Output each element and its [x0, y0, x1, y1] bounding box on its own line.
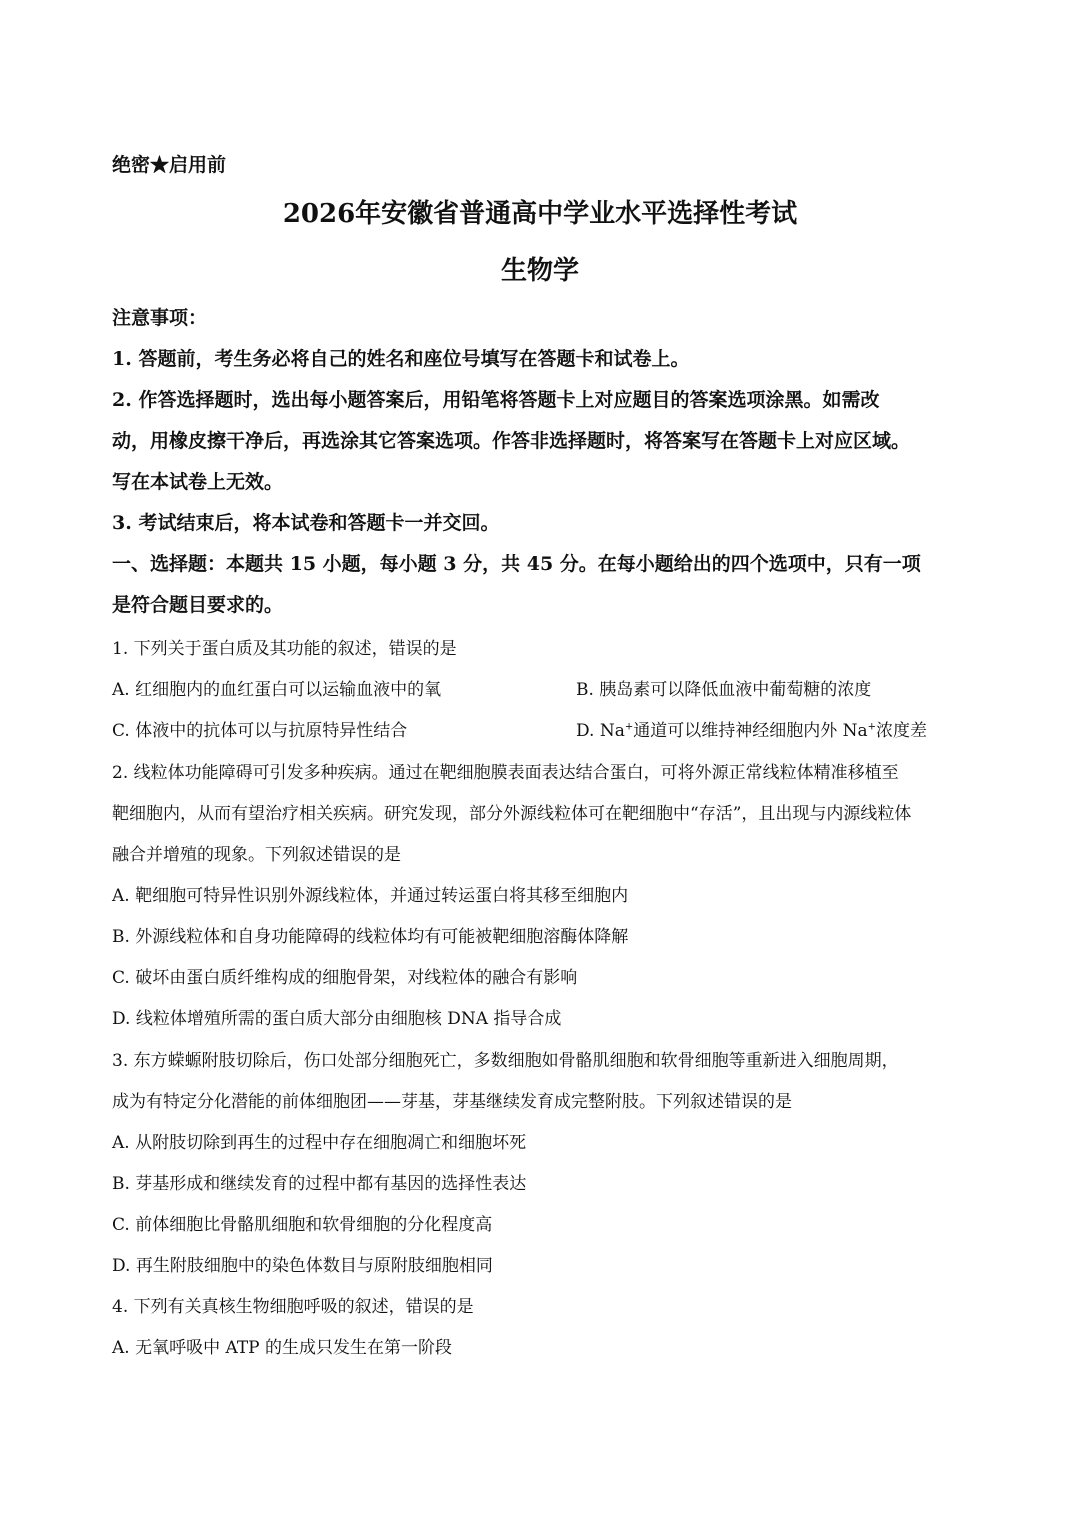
question-4-stem: 4. 下列有关真核生物细胞呼吸的叙述，错误的是 — [112, 1297, 474, 1317]
question-2-option-d: D. 线粒体增殖所需的蛋白质大部分由细胞核 DNA 指导合成 — [112, 1009, 562, 1029]
option-d-middle: 通道可以维持神经细胞内外 Na — [633, 721, 868, 741]
subject-title: 生物学 — [500, 256, 579, 286]
question-2-option-b: B. 外源线粒体和自身功能障碍的线粒体均有可能被靶细胞溶酶体降解 — [112, 927, 629, 947]
question-2-stem-line-1: 2. 线粒体功能障碍可引发多种疾病。通过在靶细胞膜表面表达结合蛋白，可将外源正常线粒体精准移植至 — [112, 763, 899, 783]
section-heading-line-1: 一、选择题：本题共 15 小题，每小题 3 分，共 45 分。在每小题给出的四个选项中，只有一项 — [112, 553, 921, 575]
superscript-plus: + — [867, 721, 877, 733]
question-3-option-b: B. 芽基形成和继续发育的过程中都有基因的选择性表达 — [112, 1174, 527, 1194]
question-2-option-a: A. 靶细胞可特异性识别外源线粒体，并通过转运蛋白将其移至细胞内 — [112, 886, 629, 906]
superscript-plus: + — [624, 721, 634, 733]
question-4-option-a: A. 无氧呼吸中 ATP 的生成只发生在第一阶段 — [112, 1338, 453, 1358]
notice-item-2-line-2: 动，用橡皮擦干净后，再选涂其它答案选项。作答非选择题时，将答案写在答题卡上对应区域。 — [112, 430, 911, 452]
notice-item-3: 3. 考试结束后，将本试卷和答题卡一并交回。 — [112, 512, 500, 534]
question-1-option-d — [576, 716, 927, 741]
question-1-option-a: A. 红细胞内的血红蛋白可以运输血液中的氧 — [112, 680, 442, 700]
question-3-option-d: D. 再生附肢细胞中的染色体数目与原附肢细胞相同 — [112, 1256, 493, 1276]
question-3-option-a: A. 从附肢切除到再生的过程中存在细胞凋亡和细胞坏死 — [112, 1133, 527, 1153]
question-2-stem-line-2: 靶细胞内，从而有望治疗相关疾病。研究发现，部分外源线粒体可在靶细胞中“存活”，且出现与内源线粒体 — [112, 804, 912, 824]
question-1-option-c: C. 体液中的抗体可以与抗原特异性结合 — [112, 721, 408, 741]
notice-heading: 注意事项： — [112, 307, 208, 329]
question-3-option-c: C. 前体细胞比骨骼肌细胞和软骨细胞的分化程度高 — [112, 1215, 493, 1235]
section-heading-line-2: 是符合题目要求的。 — [112, 594, 284, 616]
question-3-stem-line-2: 成为有特定分化潜能的前体细胞团——芽基，芽基继续发育成完整附肢。下列叙述错误的是 — [112, 1092, 792, 1112]
question-1-option-b: B. 胰岛素可以降低血液中葡萄糖的浓度 — [576, 680, 872, 700]
exam-title: 2026年安徽省普通高中学业水平选择性考试 — [282, 199, 798, 229]
question-2-option-c: C. 破坏由蛋白质纤维构成的细胞骨架，对线粒体的融合有影响 — [112, 968, 578, 988]
notice-item-2-line-3: 写在本试卷上无效。 — [112, 471, 284, 493]
question-3-stem-line-1: 3. 东方蝾螈附肢切除后，伤口处部分细胞死亡，多数细胞如骨骼肌细胞和软骨细胞等重新进入细胞周期， — [112, 1051, 899, 1071]
question-1-stem: 1. 下列关于蛋白质及其功能的叙述，错误的是 — [112, 639, 457, 659]
notice-item-1: 1. 答题前，考生务必将自己的姓名和座位号填写在答题卡和试卷上。 — [112, 348, 690, 370]
confidential-label: 绝密★启用前 — [112, 154, 227, 176]
notice-item-2-line-1: 2. 作答选择题时，选出每小题答案后，用铅笔将答题卡上对应题目的答案选项涂黑。如需改 — [112, 389, 880, 411]
question-2-stem-line-3: 融合并增殖的现象。下列叙述错误的是 — [112, 845, 401, 865]
option-d-prefix: D. Na — [576, 721, 625, 741]
option-d-suffix: 浓度差 — [876, 721, 928, 741]
